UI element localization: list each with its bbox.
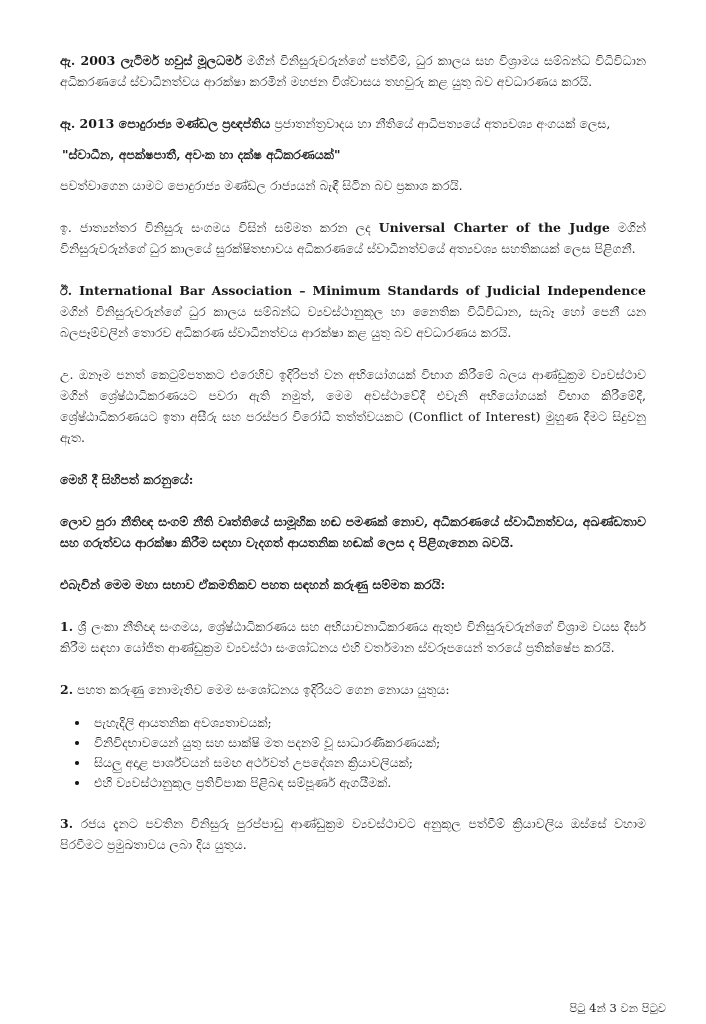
reminder-statement: ලොව පුරා නීතිඥ සංගම් නීති වෘත්තියේ සාමූහික හඬ පමණක් නොව, අධිකරණයේ ස්වාධීනත්වය, අඛණ්ඩතාව සහ ගරුත්වය ආරක්ෂා කිරීම සඳහා වැදගත් ආයතනික හඬක් ලෙස ද පිළිගැනෙන බවයි.	[60, 514, 646, 550]
list-item: • පැහැදිලි ආයතනික අවශ්‍යතාවයක්;	[90, 713, 646, 733]
list-item: • එහි ව්‍යවස්ථානුකූල ප්‍රතිවිපාක පිළිබඳ සම්පූර්ණ ඇගයීමක්.	[90, 773, 646, 793]
resolution-number: 3.	[60, 816, 74, 831]
resolution-body: පහත කරුණු නොමැතිව මෙම සංශෝධනය ඉදිරියට ගෙන නොයා යුතුය:	[73, 682, 450, 697]
list-item: • විනිවිදභාවයෙන් යුතු සහ සාක්ෂි මත පදනම් වූ සාධාරණීකරණයක්;	[90, 733, 646, 753]
section-heading: මෙහි දී සිහිපත් කරනුයේ:	[60, 472, 194, 487]
resolution-number: 2.	[60, 682, 74, 697]
paragraph-lead: Universal Charter of the Judge	[378, 220, 610, 235]
paragraph-universal-charter	[60, 217, 646, 259]
paragraph-commonwealth-tail: පවත්වාගෙන යාමට පොදුරාජ්‍ය මණ්ඩල රාජ්‍යයන් බැඳී සිටින බව ප්‍රකාශ කරයි.	[60, 178, 463, 193]
paragraph-body: ප්‍රජාතන්ත්‍රවාදය හා නීතියේ ආධිපත්‍යයේ අත්‍යවශ්‍ය අංගයක් ලෙස,	[270, 116, 611, 131]
resolution-number: 1.	[60, 619, 74, 634]
resolution-3	[60, 813, 646, 855]
paragraph-iba-standards	[60, 280, 646, 343]
paragraph-lead: ඇ. 2003 ලැටිමර් හවුස් මූලධර්ම	[60, 53, 242, 68]
requirements-list	[60, 713, 646, 793]
resolution-body: ශ්‍රී ලංකා නීතිඥ සංගමය, ශ්‍රේෂ්ඨාධිකරණය සහ අභියාචනාධිකරණය ඇතුළු විනිසුරුවරුන්ගේ විශ්‍රාම වයස දීර්ඝ කිරීම සඳහා යෝජිත ආණ්ඩුක්‍රම ව්‍යවස්ථා සංශෝධනය එහි වර්තමාන ස්වරූපයෙන් තරයේ ප්‍රතික්ෂේප කරයි.	[60, 619, 646, 655]
paragraph-body: මගින් විනිසුරුවරුන්ගේ ධුර කාලය සම්බන්ධ ව්‍යවස්ථානුකූල හා නෛතික විධිවිධාන, සැබෑ හෝ පෙනී යන බලපෑම්වලින් තොරව අධිකරණ ස්වාධීනත්වය ආරක්ෂා කළ යුතු බව අවධාරණය කරයි.	[60, 304, 646, 340]
resolution-heading: එබැවින් මෙම මහා සභාව ඒකමතිකව පහත සඳහන් කරුණු සම්මත කරයි:	[60, 577, 446, 592]
page-number: පිටු 4න් 3 වන පිටුව	[569, 1001, 666, 1015]
paragraph-latimer	[60, 50, 646, 92]
paragraph-prefix: ඉ. ජාත්‍යන්තර විනිසුරු සංගමය විසින් සම්මත කරන ලද	[60, 220, 379, 235]
paragraph-body: මගින් විනිසුරුවරුන්ගේ පත්වීම්, ධුර කාලය සහ විශ්‍රාමය සම්බන්ධ විධිවිධාන අධිකරණයේ ස්වාධීනත්වය ආරක්ෂා කරමින් මහජන විශ්වාසය තහවුරු කළ යුතු බව අවධාරණය කරයි.	[60, 53, 646, 89]
paragraph-body: මගින් විනිසුරුවරුන්ගේ ධුර කාලයේ සුරක්ෂිතභාවය අධිකරණයේ ස්වාධීනත්වයේ අත්‍යවශ්‍ය සහතිකයක් ලෙස පිළිගනී.	[60, 220, 646, 256]
resolution-2	[60, 679, 646, 700]
paragraph-lead: ඈ. 2013 පොදුරාජ්‍ය මණ්ඩල ප්‍රඥප්තිය	[60, 116, 271, 131]
paragraph-lead: ඊ. International Bar Association – Minimum Standards of Judicial Independence	[60, 283, 646, 298]
quoted-phrase: "ස්වාධීන, අපක්ෂපාතී, අවංක හා දක්ෂ අධිකරණයක්"	[62, 147, 341, 162]
paragraph-conflict-of-interest: උ. ඔනෑම පනත් කෙටුම්පතකට එරෙහිව ඉදිරිපත් වන අභියෝගයක් විභාග කිරීමේ බලය ආණ්ඩුක්‍රම ව්‍යවස්ථාව මගින් ශ්‍රේෂ්ඨාධිකරණයට පවරා ඇති නමුත්, මෙම අවස්ථාවේදී එවැනි අභියෝගයක් විභාග කිරීමේදී, ශ්‍රේෂ්ඨාධිකරණයට ඉතා අසීරු සහ පරස්පර විරෝධී තත්ත්වයකට (Conflict of Interest) මුහුණ දීමට සිදුවනු ඇත.	[60, 367, 646, 445]
list-item: • සියලු අදාළ පාර්ශ්වයන් සමඟ අර්ථවත් උපදේශන ක්‍රියාවලියක්;	[90, 753, 646, 773]
resolution-body: රජය දැනට පවතින විනිසුරු පුරප්පාඩු ආණ්ඩුක්‍රම ව්‍යවස්ථාවට අනුකූල පත්වීම් ක්‍රියාවලිය ඔස්සේ වහාම පිරවීමට ප්‍රමුඛතාවය ලබා දිය යුතුය.	[60, 816, 646, 852]
resolution-1	[60, 616, 646, 658]
paragraph-commonwealth	[60, 113, 646, 134]
